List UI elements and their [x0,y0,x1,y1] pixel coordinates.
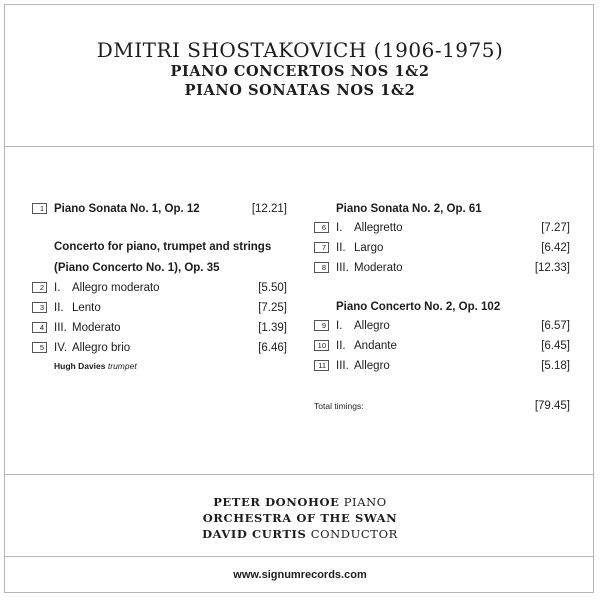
work-title: Piano Sonata No. 2, Op. 61 [336,203,482,215]
movement-numeral: II. [54,302,64,314]
track-duration: [12.21] [251,203,287,215]
work-title-row [314,202,570,216]
movement-name: Allegro brio [72,342,131,354]
website-url: www.signumrecords.com [233,569,367,581]
pianist-name: PETER DONOHOE [213,495,340,509]
movement-name: Moderato [72,322,121,334]
movement-numeral: III. [336,360,349,372]
track-duration: [7.27] [541,222,570,234]
total-timings-duration: [79.45] [534,400,570,412]
track-duration: [7.25] [258,302,287,314]
orchestra-name: ORCHESTRA OF THE SWAN [202,511,398,525]
track-duration: [5.50] [258,282,287,294]
movement-name: Allegro [354,320,390,332]
album-title-line-2: PIANO SONATAS NOS 1&2 [184,82,416,99]
performer-credits [0,494,600,542]
pianist-role: PIANO [343,495,387,509]
track-duration: [6.45] [541,340,570,352]
work-title: Concerto for piano, trumpet and strings [54,241,272,253]
movement-numeral: I. [54,282,61,294]
soloist-credit [32,359,287,373]
orchestra-credit [0,510,600,526]
work-title-row [314,300,570,314]
track-number: 7 [314,242,329,253]
tracklist-left [32,202,287,382]
track-number: 4 [32,322,47,333]
work-title: (Piano Concerto No. 1), Op. 35 [54,262,220,274]
track-number: 10 [314,340,329,351]
track-row [314,339,570,353]
movement-numeral: I. [336,320,343,332]
movement-name: Allegro [354,360,390,372]
track-duration: [12.33] [534,262,570,274]
conductor-credit [0,526,600,542]
movement-numeral: II. [336,242,346,254]
track-number: 6 [314,222,329,233]
movement-name: Moderato [354,262,403,274]
movement-name: Allegro moderato [72,282,160,294]
tracklist-divider [4,474,594,475]
pianist-credit [0,494,600,510]
track-row [314,359,570,373]
track-row [314,261,570,275]
track-duration: [6.42] [541,242,570,254]
soloist-name: Hugh Davies [54,361,106,371]
track-row [32,301,287,315]
track-duration: [5.18] [541,360,570,372]
total-timings-row [314,399,570,413]
conductor-name: DAVID CURTIS [202,527,307,541]
work-title-line-2 [32,261,287,275]
movement-numeral: III. [336,262,349,274]
track-number: 3 [32,302,47,313]
album-title-line-1: PIANO CONCERTOS NOS 1&2 [170,63,430,80]
track-row [314,319,570,333]
conductor-role: CONDUCTOR [310,527,398,541]
movement-numeral: II. [336,340,346,352]
track-number: 11 [314,360,329,371]
movement-numeral: IV. [54,342,68,354]
movement-name: Largo [354,242,384,254]
total-timings-label: Total timings: [314,401,364,411]
movement-numeral: I. [336,222,343,234]
album-header [0,38,600,100]
track-row [314,241,570,255]
track-number: 1 [32,203,47,214]
header-divider [4,146,594,147]
track-title: Piano Sonata No. 1, Op. 12 [54,203,200,215]
track-row [32,341,287,355]
track-duration: [6.57] [541,320,570,332]
composer-title: DMITRI SHOSTAKOVICH (1906-1975) [96,38,504,62]
track-number: 2 [32,282,47,293]
track-number: 8 [314,262,329,273]
movement-name: Allegretto [354,222,403,234]
track-row [32,321,287,335]
work-title: Piano Concerto No. 2, Op. 102 [336,301,501,313]
soloist-instrument: trumpet [107,361,137,371]
track-duration: [6.46] [258,342,287,354]
track-number: 9 [314,320,329,331]
footer-divider [4,556,594,557]
movement-name: Andante [354,340,397,352]
track-row [314,221,570,235]
movement-numeral: III. [54,322,67,334]
track-row [32,202,287,216]
work-title-line-1 [32,240,287,254]
movement-name: Lento [72,302,101,314]
tracklist-right [314,202,570,412]
track-number: 5 [32,342,47,353]
track-duration: [1.39] [258,322,287,334]
track-row [32,281,287,295]
